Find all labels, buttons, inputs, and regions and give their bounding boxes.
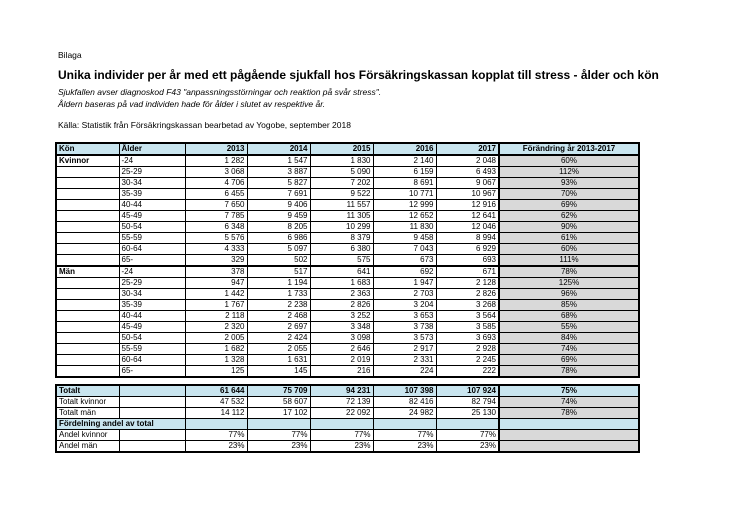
age-note: Åldern baseras på vad individen hade för ålder i slutet av respektive år. xyxy=(58,99,326,109)
table-row xyxy=(56,333,639,344)
table-row xyxy=(56,355,639,366)
value-cell: 6 380 xyxy=(310,244,373,255)
value-cell: 2 118 xyxy=(185,311,247,322)
table-row xyxy=(56,222,639,233)
value-cell: 2 331 xyxy=(373,355,436,366)
change-cell: 75% xyxy=(499,385,639,397)
totals-label-cell: Totalt kvinnor xyxy=(56,397,119,408)
value-cell: 671 xyxy=(436,266,499,278)
totals-label-cell: Totalt män xyxy=(56,408,119,419)
age-cell: -24 xyxy=(119,155,185,167)
value-cell: 6 929 xyxy=(436,244,499,255)
gender-cell xyxy=(56,344,119,355)
page-title: Unika individer per år med ett pågående sjukfall hos Försäkringskassan kopplat till stress - ålder och kön xyxy=(58,68,659,82)
change-cell: 93% xyxy=(499,178,639,189)
totals-row xyxy=(56,385,639,397)
age-cell: -24 xyxy=(119,266,185,278)
table-row xyxy=(56,289,639,300)
value-cell: 378 xyxy=(185,266,247,278)
change-cell: 125% xyxy=(499,278,639,289)
table-row xyxy=(56,344,639,355)
value-cell: 1 328 xyxy=(185,355,247,366)
value-cell xyxy=(185,419,247,430)
value-cell: 8 205 xyxy=(247,222,310,233)
change-cell: 60% xyxy=(499,155,639,167)
value-cell: 77% xyxy=(310,430,373,441)
value-cell: 2 055 xyxy=(247,344,310,355)
age-cell: 35-39 xyxy=(119,300,185,311)
gender-cell xyxy=(56,211,119,222)
value-cell: 1 282 xyxy=(185,155,247,167)
value-cell: 3 693 xyxy=(436,333,499,344)
table-row xyxy=(56,178,639,189)
attachment-label: Bilaga xyxy=(58,50,82,60)
value-cell: 692 xyxy=(373,266,436,278)
age-cell: 40-44 xyxy=(119,311,185,322)
value-cell: 4 706 xyxy=(185,178,247,189)
value-cell: 125 xyxy=(185,366,247,378)
column-header: Ålder xyxy=(119,143,185,155)
value-cell: 2 928 xyxy=(436,344,499,355)
table-row xyxy=(56,211,639,222)
change-cell: 61% xyxy=(499,233,639,244)
value-cell: 1 631 xyxy=(247,355,310,366)
value-cell: 1 767 xyxy=(185,300,247,311)
value-cell: 145 xyxy=(247,366,310,378)
table-row xyxy=(56,278,639,289)
change-cell: 69% xyxy=(499,200,639,211)
value-cell: 575 xyxy=(310,255,373,267)
value-cell: 47 532 xyxy=(185,397,247,408)
change-cell: 85% xyxy=(499,300,639,311)
change-cell: 68% xyxy=(499,311,639,322)
value-cell: 3 252 xyxy=(310,311,373,322)
source-line: Källa: Statistik från Försäkringskassan bearbetad av Yogobe, september 2018 xyxy=(58,120,351,130)
value-cell: 3 573 xyxy=(373,333,436,344)
value-cell: 9 458 xyxy=(373,233,436,244)
value-cell: 2 697 xyxy=(247,322,310,333)
value-cell: 7 650 xyxy=(185,200,247,211)
table-row xyxy=(56,266,639,278)
gender-cell xyxy=(56,178,119,189)
value-cell: 10 967 xyxy=(436,189,499,200)
value-cell: 2 646 xyxy=(310,344,373,355)
column-header: Kön xyxy=(56,143,119,155)
age-cell: 60-64 xyxy=(119,355,185,366)
value-cell: 12 652 xyxy=(373,211,436,222)
value-cell: 77% xyxy=(247,430,310,441)
gender-cell xyxy=(56,244,119,255)
value-cell xyxy=(247,419,310,430)
column-header: 2014 xyxy=(247,143,310,155)
value-cell: 8 994 xyxy=(436,233,499,244)
totals-row xyxy=(56,397,639,408)
value-cell: 6 455 xyxy=(185,189,247,200)
age-cell: 25-29 xyxy=(119,167,185,178)
age-cell: 25-29 xyxy=(119,278,185,289)
value-cell: 10 771 xyxy=(373,189,436,200)
gender-cell xyxy=(56,189,119,200)
value-cell: 23% xyxy=(185,441,247,453)
age-cell: 30-34 xyxy=(119,178,185,189)
value-cell: 216 xyxy=(310,366,373,378)
value-cell: 1 830 xyxy=(310,155,373,167)
value-cell: 9 522 xyxy=(310,189,373,200)
value-cell: 3 738 xyxy=(373,322,436,333)
value-cell: 23% xyxy=(436,441,499,453)
diagnosis-note: Sjukfallen avser diagnoskod F43 "anpassningsstörningar och reaktion på svår stress". xyxy=(58,87,382,97)
change-cell: 78% xyxy=(499,408,639,419)
gender-cell: Kvinnor xyxy=(56,155,119,167)
totals-table xyxy=(55,384,640,453)
value-cell: 1 682 xyxy=(185,344,247,355)
gender-cell xyxy=(56,255,119,267)
value-cell: 502 xyxy=(247,255,310,267)
age-cell: 45-49 xyxy=(119,322,185,333)
totals-row xyxy=(56,430,639,441)
value-cell: 82 794 xyxy=(436,397,499,408)
value-cell xyxy=(373,419,436,430)
value-cell: 25 130 xyxy=(436,408,499,419)
table-row xyxy=(56,311,639,322)
column-header: 2016 xyxy=(373,143,436,155)
value-cell: 8 691 xyxy=(373,178,436,189)
value-cell: 11 305 xyxy=(310,211,373,222)
change-cell: 78% xyxy=(499,366,639,378)
age-cell: 45-49 xyxy=(119,211,185,222)
value-cell: 641 xyxy=(310,266,373,278)
gender-cell xyxy=(56,233,119,244)
value-cell: 3 204 xyxy=(373,300,436,311)
value-cell: 5 090 xyxy=(310,167,373,178)
value-cell: 6 493 xyxy=(436,167,499,178)
gender-cell xyxy=(56,311,119,322)
main-table-body xyxy=(56,143,639,377)
value-cell: 10 299 xyxy=(310,222,373,233)
column-header: 2015 xyxy=(310,143,373,155)
value-cell: 673 xyxy=(373,255,436,267)
value-cell: 9 459 xyxy=(247,211,310,222)
table-row xyxy=(56,233,639,244)
value-cell: 6 986 xyxy=(247,233,310,244)
gender-cell xyxy=(56,366,119,378)
value-cell: 1 733 xyxy=(247,289,310,300)
value-cell: 94 231 xyxy=(310,385,373,397)
value-cell: 77% xyxy=(185,430,247,441)
value-cell: 5 827 xyxy=(247,178,310,189)
value-cell: 58 607 xyxy=(247,397,310,408)
age-cell: 55-59 xyxy=(119,344,185,355)
value-cell: 17 102 xyxy=(247,408,310,419)
value-cell: 3 068 xyxy=(185,167,247,178)
value-cell: 75 709 xyxy=(247,385,310,397)
value-cell: 77% xyxy=(436,430,499,441)
value-cell: 1 947 xyxy=(373,278,436,289)
table-row xyxy=(56,200,639,211)
value-cell: 7 691 xyxy=(247,189,310,200)
value-cell: 22 092 xyxy=(310,408,373,419)
table-row xyxy=(56,155,639,167)
value-cell: 2 826 xyxy=(310,300,373,311)
change-cell: 70% xyxy=(499,189,639,200)
gender-cell xyxy=(56,200,119,211)
totals-row xyxy=(56,441,639,453)
age-cell: 65- xyxy=(119,366,185,378)
totals-label-cell: Andel män xyxy=(56,441,119,453)
column-header: Förändring år 2013-2017 xyxy=(499,143,639,155)
change-cell: 96% xyxy=(499,289,639,300)
table-row xyxy=(56,189,639,200)
gender-cell: Män xyxy=(56,266,119,278)
totals-row xyxy=(56,419,639,430)
table-row xyxy=(56,167,639,178)
value-cell: 2 917 xyxy=(373,344,436,355)
value-cell: 1 683 xyxy=(310,278,373,289)
value-cell: 8 379 xyxy=(310,233,373,244)
totals-label-cell: Andel kvinnor xyxy=(56,430,119,441)
gender-cell xyxy=(56,289,119,300)
value-cell xyxy=(310,419,373,430)
value-cell: 1 194 xyxy=(247,278,310,289)
value-cell: 2 128 xyxy=(436,278,499,289)
value-cell: 2 468 xyxy=(247,311,310,322)
value-cell: 14 112 xyxy=(185,408,247,419)
age-gender-table xyxy=(55,142,640,378)
value-cell: 2 363 xyxy=(310,289,373,300)
change-cell: 62% xyxy=(499,211,639,222)
value-cell: 72 139 xyxy=(310,397,373,408)
change-cell: 84% xyxy=(499,333,639,344)
age-cell: 65- xyxy=(119,255,185,267)
value-cell: 2 703 xyxy=(373,289,436,300)
age-cell: 50-54 xyxy=(119,222,185,233)
value-cell: 3 653 xyxy=(373,311,436,322)
change-cell: 74% xyxy=(499,344,639,355)
change-cell: 69% xyxy=(499,355,639,366)
value-cell: 7 043 xyxy=(373,244,436,255)
change-cell: 55% xyxy=(499,322,639,333)
header-row xyxy=(56,143,639,155)
age-cell: 60-64 xyxy=(119,244,185,255)
change-cell: 74% xyxy=(499,397,639,408)
value-cell: 5 097 xyxy=(247,244,310,255)
value-cell: 12 046 xyxy=(436,222,499,233)
value-cell: 24 982 xyxy=(373,408,436,419)
table-row xyxy=(56,300,639,311)
value-cell: 23% xyxy=(373,441,436,453)
totals-row xyxy=(56,408,639,419)
change-cell xyxy=(499,419,639,430)
table-row xyxy=(56,366,639,378)
age-cell: 55-59 xyxy=(119,233,185,244)
empty-cell xyxy=(119,408,185,419)
value-cell: 2 826 xyxy=(436,289,499,300)
value-cell: 947 xyxy=(185,278,247,289)
value-cell: 329 xyxy=(185,255,247,267)
gender-cell xyxy=(56,333,119,344)
value-cell: 4 333 xyxy=(185,244,247,255)
value-cell: 2 238 xyxy=(247,300,310,311)
value-cell: 6 159 xyxy=(373,167,436,178)
value-cell: 82 416 xyxy=(373,397,436,408)
value-cell: 23% xyxy=(310,441,373,453)
gender-cell xyxy=(56,278,119,289)
change-cell xyxy=(499,430,639,441)
change-cell: 112% xyxy=(499,167,639,178)
value-cell: 2 320 xyxy=(185,322,247,333)
change-cell: 78% xyxy=(499,266,639,278)
table-row xyxy=(56,322,639,333)
value-cell: 1 442 xyxy=(185,289,247,300)
value-cell: 11 830 xyxy=(373,222,436,233)
value-cell: 3 564 xyxy=(436,311,499,322)
column-header: 2013 xyxy=(185,143,247,155)
gender-cell xyxy=(56,322,119,333)
value-cell: 12 641 xyxy=(436,211,499,222)
gender-cell xyxy=(56,355,119,366)
column-header: 2017 xyxy=(436,143,499,155)
value-cell: 3 585 xyxy=(436,322,499,333)
change-cell: 111% xyxy=(499,255,639,267)
value-cell: 224 xyxy=(373,366,436,378)
empty-cell xyxy=(119,430,185,441)
value-cell: 77% xyxy=(373,430,436,441)
value-cell: 61 644 xyxy=(185,385,247,397)
value-cell: 3 268 xyxy=(436,300,499,311)
totals-table-body xyxy=(56,385,639,452)
table-row xyxy=(56,255,639,267)
value-cell: 517 xyxy=(247,266,310,278)
value-cell: 2 005 xyxy=(185,333,247,344)
table-row xyxy=(56,244,639,255)
empty-cell xyxy=(119,397,185,408)
age-cell: 30-34 xyxy=(119,289,185,300)
change-cell: 60% xyxy=(499,244,639,255)
gender-cell xyxy=(56,222,119,233)
value-cell: 3 348 xyxy=(310,322,373,333)
totals-label-cell: Totalt xyxy=(56,385,119,397)
value-cell: 1 547 xyxy=(247,155,310,167)
value-cell: 107 398 xyxy=(373,385,436,397)
value-cell: 2 019 xyxy=(310,355,373,366)
totals-label-cell: Fördelning andel av total xyxy=(56,419,185,430)
value-cell: 23% xyxy=(247,441,310,453)
value-cell: 7 785 xyxy=(185,211,247,222)
value-cell: 5 576 xyxy=(185,233,247,244)
value-cell: 3 887 xyxy=(247,167,310,178)
value-cell: 222 xyxy=(436,366,499,378)
value-cell: 6 348 xyxy=(185,222,247,233)
gender-cell xyxy=(56,300,119,311)
value-cell: 9 067 xyxy=(436,178,499,189)
value-cell: 3 098 xyxy=(310,333,373,344)
age-cell: 40-44 xyxy=(119,200,185,211)
value-cell: 9 406 xyxy=(247,200,310,211)
change-cell: 90% xyxy=(499,222,639,233)
change-cell xyxy=(499,441,639,453)
value-cell: 7 202 xyxy=(310,178,373,189)
value-cell: 2 140 xyxy=(373,155,436,167)
gender-cell xyxy=(56,167,119,178)
value-cell: 2 048 xyxy=(436,155,499,167)
value-cell xyxy=(436,419,499,430)
value-cell: 12 999 xyxy=(373,200,436,211)
value-cell: 11 557 xyxy=(310,200,373,211)
empty-cell xyxy=(119,385,185,397)
value-cell: 2 245 xyxy=(436,355,499,366)
age-cell: 50-54 xyxy=(119,333,185,344)
value-cell: 107 924 xyxy=(436,385,499,397)
value-cell: 12 916 xyxy=(436,200,499,211)
value-cell: 2 424 xyxy=(247,333,310,344)
age-cell: 35-39 xyxy=(119,189,185,200)
empty-cell xyxy=(119,441,185,453)
value-cell: 693 xyxy=(436,255,499,267)
